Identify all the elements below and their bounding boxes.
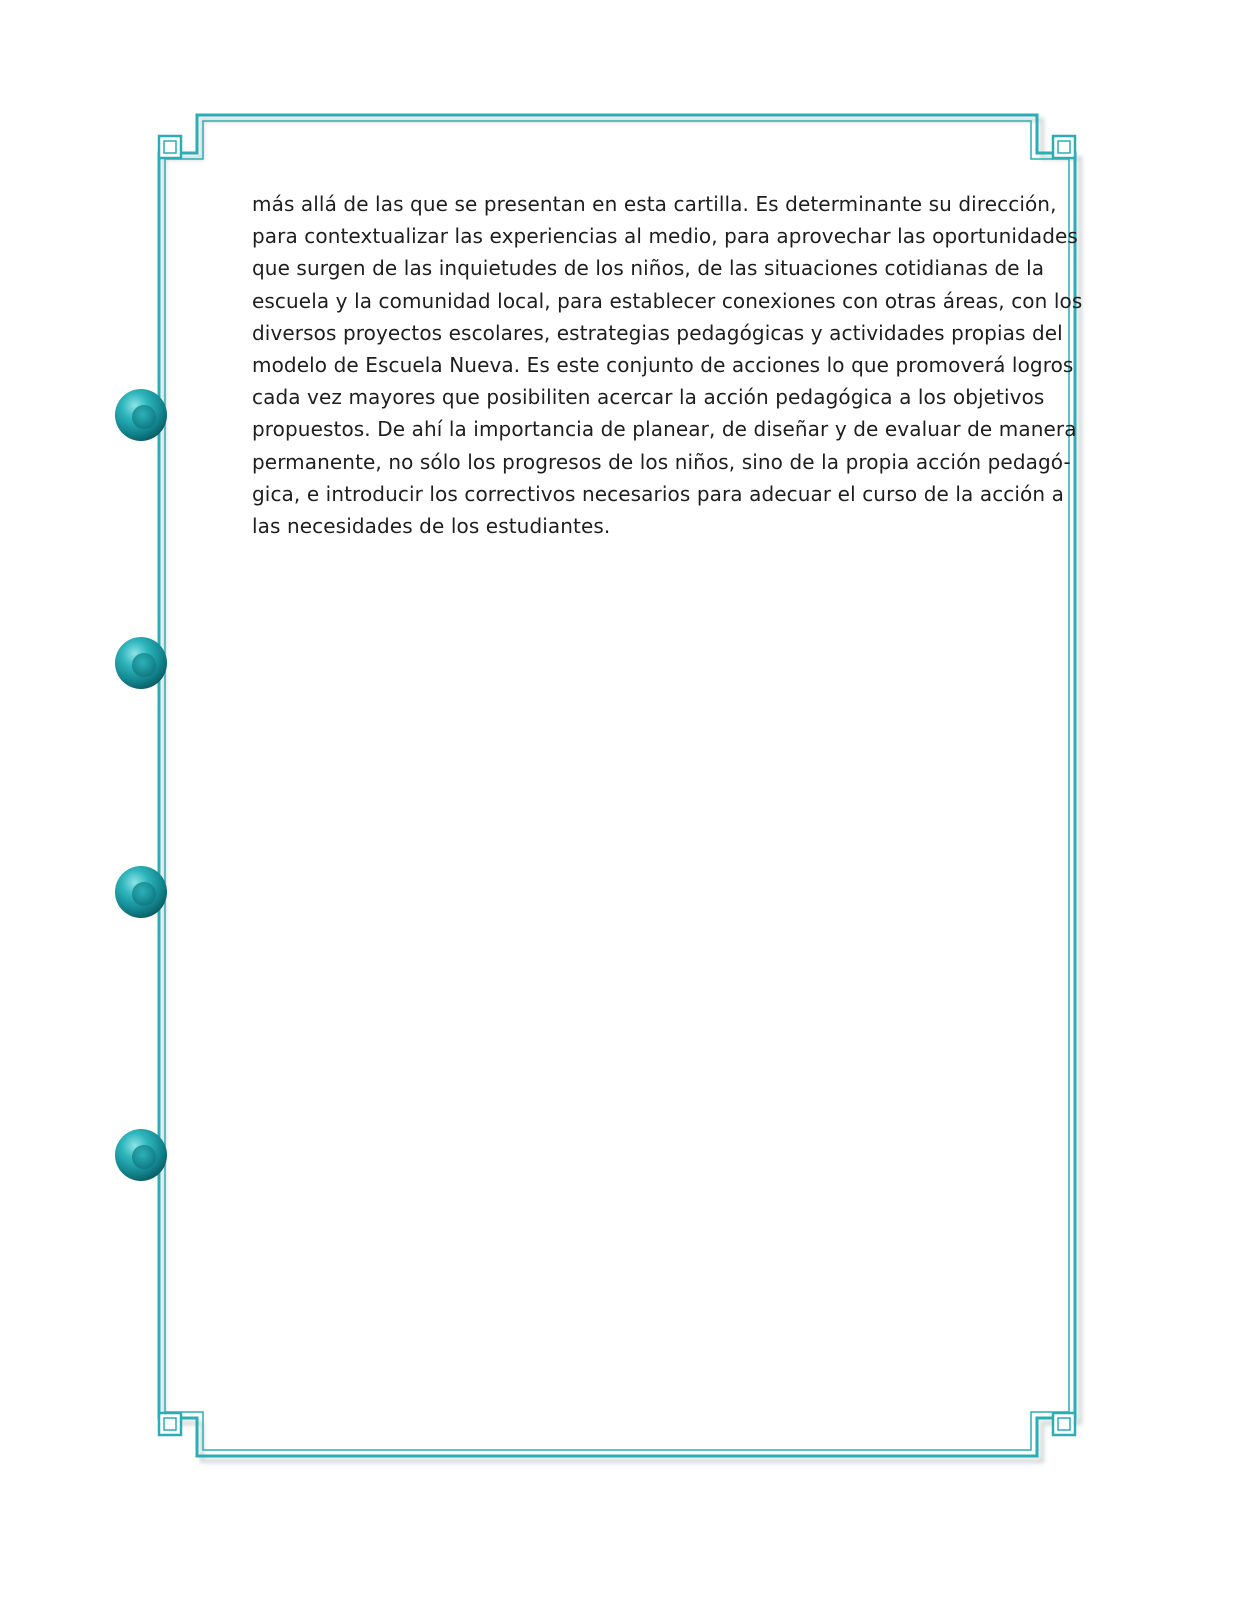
- binder-bead-2: [115, 637, 167, 689]
- corner-ornament-top-right: [1053, 136, 1075, 158]
- paragraph-line: gica, e introducir los correctivos necesarios para adecuar el curso de la acción a: [252, 481, 1064, 506]
- paragraph-line: permanente, no sólo los progresos de los niños, sino de la propia acción pedagó-: [252, 449, 1071, 474]
- binder-bead-4: [115, 1129, 167, 1181]
- paragraph-line: escuela y la comunidad local, para establecer conexiones con otras áreas, con los: [252, 288, 1083, 313]
- paragraph-line: las necesidades de los estudiantes.: [252, 514, 611, 539]
- paragraph-line: más allá de las que se presentan en esta cartilla. Es determinante su dirección,: [252, 192, 1057, 216]
- paragraph-line: modelo de Escuela Nueva. Es este conjunto de acciones lo que promoverá logros: [252, 353, 1074, 378]
- binder-bead-1: [115, 389, 167, 441]
- binder-bead-3: [115, 866, 167, 918]
- paragraph-line: diversos proyectos escolares, estrategias pedagógicas y actividades propias del: [252, 320, 1063, 345]
- corner-ornament-top-left: [159, 136, 181, 158]
- paragraph-line: que surgen de las inquietudes de los niños, de las situaciones cotidianas de la: [252, 256, 1045, 281]
- paragraph-line: para contextualizar las experiencias al medio, para aprovechar las oportunidades: [252, 224, 1078, 249]
- body-paragraph: [252, 188, 1083, 542]
- corner-ornament-bottom-left: [159, 1413, 181, 1435]
- paragraph-line: propuestos. De ahí la importancia de planear, de diseñar y de evaluar de manera: [252, 417, 1077, 442]
- paragraph-line: cada vez mayores que posibiliten acercar la acción pedagógica a los objetivos: [252, 385, 1045, 410]
- corner-ornament-bottom-right: [1053, 1413, 1075, 1435]
